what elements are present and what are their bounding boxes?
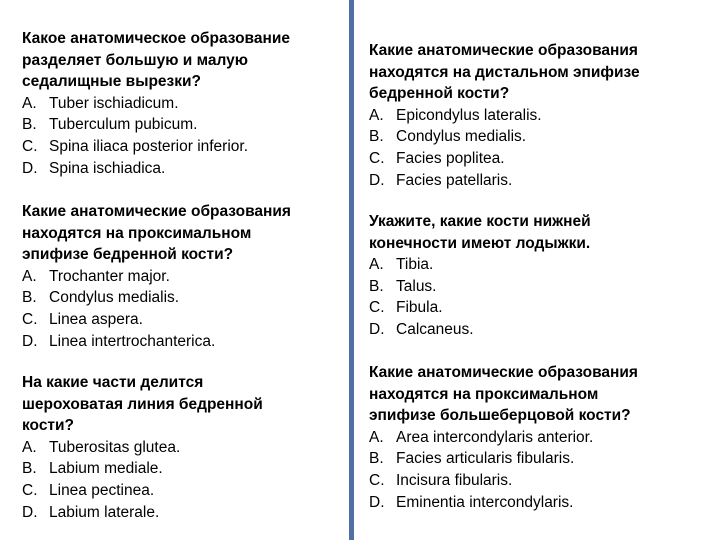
- option-letter: D.: [369, 171, 385, 189]
- option-text: Facies poplitea.: [396, 149, 505, 167]
- answer-option-a: [369, 105, 640, 127]
- answer-options: [22, 266, 291, 352]
- option-text: Facies patellaris.: [396, 171, 513, 189]
- column-divider: [349, 0, 354, 540]
- option-text: Labium laterale.: [49, 503, 160, 521]
- option-text: Trochanter major.: [49, 267, 170, 285]
- option-letter: C.: [369, 149, 385, 167]
- answer-option-a: [369, 254, 591, 276]
- option-letter: C.: [369, 471, 385, 489]
- option-letter: A.: [369, 106, 384, 124]
- question-6: [369, 362, 638, 513]
- question-title: На какие части делится шероховатая линия бедренной кости?: [22, 374, 263, 435]
- answer-option-c: [369, 297, 591, 319]
- option-letter: A.: [22, 438, 37, 456]
- option-letter: D.: [22, 332, 38, 350]
- answer-option-a: [22, 266, 291, 288]
- option-letter: B.: [22, 460, 37, 478]
- option-text: Spina ischiadica.: [49, 159, 166, 177]
- question-title: Укажите, какие кости нижней конечности имеют лодыжки.: [369, 213, 591, 252]
- option-text: Facies articularis fibularis.: [396, 450, 575, 468]
- answer-option-b: [22, 458, 263, 480]
- question-1: [22, 28, 290, 179]
- answer-options: [369, 105, 640, 191]
- answer-option-d: [22, 502, 263, 524]
- option-letter: D.: [369, 320, 385, 338]
- answer-option-d: [22, 331, 291, 353]
- answer-options: [369, 254, 591, 340]
- answer-options: [369, 427, 638, 513]
- option-text: Calcaneus.: [396, 320, 474, 338]
- option-letter: A.: [369, 428, 384, 446]
- option-text: Spina iliaca posterior inferior.: [49, 137, 249, 155]
- option-text: Area intercondylaris anterior.: [396, 428, 594, 446]
- answer-option-b: [22, 287, 291, 309]
- option-text: Eminentia intercondylaris.: [396, 493, 574, 511]
- option-text: Condylus medialis.: [396, 128, 527, 146]
- option-letter: C.: [22, 310, 38, 328]
- option-letter: B.: [22, 116, 37, 134]
- answer-option-c: [22, 136, 290, 158]
- option-letter: B.: [369, 277, 384, 295]
- answer-option-a: [369, 427, 638, 449]
- option-letter: A.: [369, 256, 384, 274]
- option-letter: C.: [22, 137, 38, 155]
- option-text: Linea pectinea.: [49, 481, 155, 499]
- option-text: Labium mediale.: [49, 460, 163, 478]
- option-text: Tuber ischiadicum.: [49, 94, 179, 112]
- answer-option-b: [22, 114, 290, 136]
- answer-option-c: [22, 309, 291, 331]
- option-letter: A.: [22, 94, 37, 112]
- option-text: Tuberositas glutea.: [49, 438, 181, 456]
- question-3: [22, 372, 263, 523]
- option-text: Tibia.: [396, 256, 434, 274]
- answer-option-a: [22, 437, 263, 459]
- answer-option-b: [369, 448, 638, 470]
- question-title: Какие анатомические образования находятся на дистальном эпифизе бедренной кости?: [369, 42, 640, 103]
- question-5: [369, 211, 591, 341]
- question-4: [369, 40, 640, 191]
- option-letter: D.: [22, 159, 38, 177]
- option-letter: B.: [369, 450, 384, 468]
- answer-option-c: [369, 470, 638, 492]
- option-letter: D.: [22, 503, 38, 521]
- question-title: Какое анатомическое образование разделяет большую и малую седалищные вырезки?: [22, 30, 291, 91]
- option-letter: B.: [22, 289, 37, 307]
- answer-option-c: [369, 148, 640, 170]
- answer-option-d: [369, 319, 591, 341]
- option-text: Incisura fibularis.: [396, 471, 513, 489]
- answer-option-d: [369, 170, 640, 192]
- option-text: Fibula.: [396, 299, 443, 317]
- answer-option-a: [22, 93, 290, 115]
- answer-option-b: [369, 276, 591, 298]
- answer-options: [22, 437, 263, 523]
- option-text: Linea aspera.: [49, 310, 143, 328]
- question-title: Какие анатомические образования находятся на проксимальном эпифизе большеберцовой кости?: [369, 364, 638, 425]
- option-text: Talus.: [396, 277, 437, 295]
- option-letter: B.: [369, 128, 384, 146]
- option-letter: C.: [369, 299, 385, 317]
- answer-option-c: [22, 480, 263, 502]
- answer-option-d: [369, 492, 638, 514]
- option-text: Epicondylus lateralis.: [396, 106, 542, 124]
- question-2: [22, 201, 291, 352]
- option-letter: C.: [22, 481, 38, 499]
- question-title: Какие анатомические образования находятся на проксимальном эпифизе бедренной кости?: [22, 203, 291, 264]
- option-text: Condylus medialis.: [49, 289, 180, 307]
- option-letter: A.: [22, 267, 37, 285]
- option-text: Linea intertrochanterica.: [49, 332, 216, 350]
- option-letter: D.: [369, 493, 385, 511]
- answer-options: [22, 93, 290, 179]
- answer-option-b: [369, 126, 640, 148]
- option-text: Tuberculum pubicum.: [49, 116, 198, 134]
- answer-option-d: [22, 158, 290, 180]
